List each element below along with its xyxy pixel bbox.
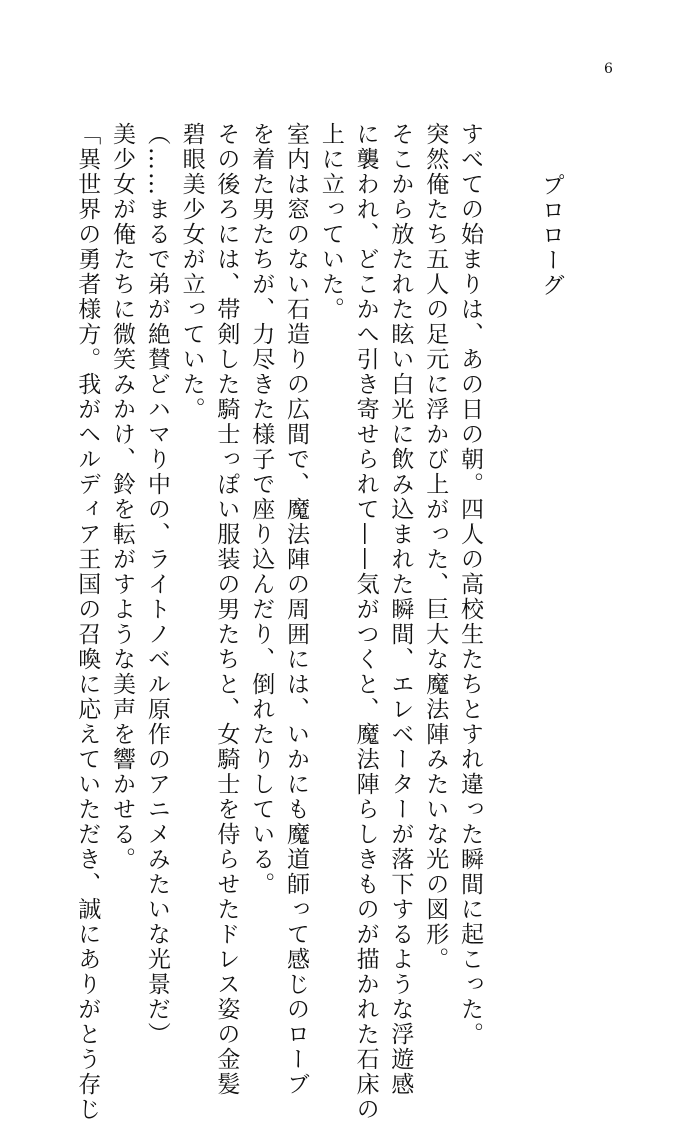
text-line: 「異世界の勇者様方。我がヘルディア王国の召喚に応えていただき、誠にありがとう存じ — [74, 122, 101, 1122]
text-line: 室内は窓のない石造りの広間で、魔法陣の周囲には、いかにも魔道師って感じのローブ — [283, 122, 310, 1097]
text-line: 碧眼美少女が立っていた。 — [178, 122, 205, 422]
text-line: 突然俺たち五人の足元に浮かび上がった、巨大な魔法陣みたいな光の図形。 — [422, 122, 449, 972]
body-text — [74, 122, 487, 1122]
page-number: 6 — [604, 61, 613, 77]
text-line: に襲われ、どこかへ引き寄せられて——気がつくと、魔法陣らしきものが描かれた石床の — [352, 122, 379, 1122]
text-line: 美少女が俺たちに微笑みかけ、鈴を転がすような美声を響かせる。 — [109, 122, 136, 872]
text-line: を着た男たちが、力尽きた様子で座り込んだり、倒れたりしている。 — [248, 122, 275, 897]
chapter-title: プロローグ — [538, 173, 564, 298]
text-line: 上に立っていた。 — [317, 122, 344, 322]
text-line: すべての始まりは、あの日の朝。四人の高校生たちとすれ違った瞬間に起こった。 — [457, 122, 483, 1047]
text-line: その後ろには、帯剣した騎士っぽい服装の男たちと、女騎士を侍らせたドレス姿の金髪 — [213, 122, 240, 1097]
text-line: そこから放たれた眩い白光に飲み込まれた瞬間、エレベーターが落下するような浮遊感 — [387, 122, 414, 1097]
text-line: （……まるで弟が絶賛どハマり中の、ライトノベル原作のアニメみたいな光景だ） — [143, 122, 170, 1047]
